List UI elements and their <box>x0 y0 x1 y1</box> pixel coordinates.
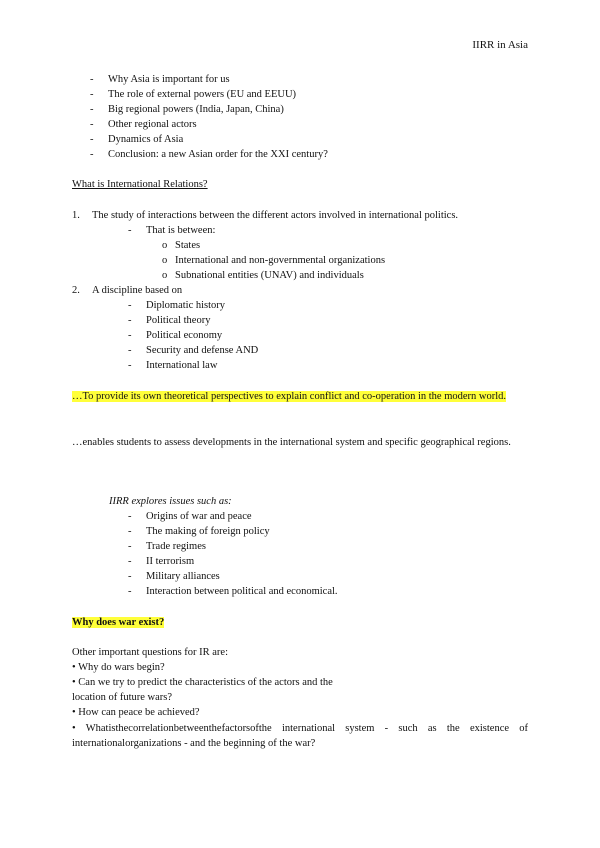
list-item: - Interaction between political and economical. <box>128 586 338 597</box>
list-item: - Political theory <box>128 315 211 326</box>
question-line: • How can peace be achieved? <box>72 707 200 718</box>
list-item: - Origins of war and peace <box>128 511 252 522</box>
explores-title: IIRR explores issues such as: <box>109 496 232 507</box>
question-line: • Can we try to predict the characteristics of the actors and the <box>72 677 333 688</box>
list-item: - Big regional powers (India, Japan, China) <box>90 104 284 115</box>
question-line: • Why do wars begin? <box>72 662 165 673</box>
sub-item: o Subnational entities (UNAV) and individuals <box>162 270 364 281</box>
numbered-item-1: 1. The study of interactions between the different actors involved in international politics. <box>72 210 459 221</box>
list-item: - Dynamics of Asia <box>90 134 184 145</box>
paragraph: …enables students to assess developments in the international system and specific geographical regions. <box>72 437 511 448</box>
list-item: - International law <box>128 360 218 371</box>
list-item: - Security and defense AND <box>128 345 259 356</box>
list-item: - II terrorism <box>128 556 195 567</box>
page-header: IIRR in Asia <box>472 39 528 51</box>
list-item: - Political economy <box>128 330 223 341</box>
numbered-item-2: 2. A discipline based on <box>72 285 183 296</box>
list-item: - Why Asia is important for us <box>90 74 230 85</box>
question-heading: Why does war exist? <box>72 617 165 628</box>
last-question: • Whatisthecorrelationbetweenthefactorsofthe international system - such as the existence of internationalorganizations - and the beginning of the war? <box>72 723 528 749</box>
sub-item: o States <box>162 240 201 251</box>
sub-label: - That is between: <box>128 225 216 236</box>
list-item: - Trade regimes <box>128 541 206 552</box>
sub-item: o International and non-governmental organizations <box>162 255 386 266</box>
list-item: - Other regional actors <box>90 119 197 130</box>
list-item: - The role of external powers (EU and EEUU) <box>90 89 297 100</box>
section-title: What is International Relations? <box>72 179 208 190</box>
list-item: - Military alliances <box>128 571 220 582</box>
list-item: - The making of foreign policy <box>128 526 270 537</box>
list-item: - Conclusion: a new Asian order for the XXI century? <box>90 149 328 160</box>
question-line: location of future wars? <box>72 692 173 703</box>
questions-intro: Other important questions for IR are: <box>72 647 229 658</box>
highlighted-paragraph: …To provide its own theoretical perspectives to explain conflict and co-operation in the modern world. <box>72 391 507 402</box>
list-item: - Diplomatic history <box>128 300 226 311</box>
